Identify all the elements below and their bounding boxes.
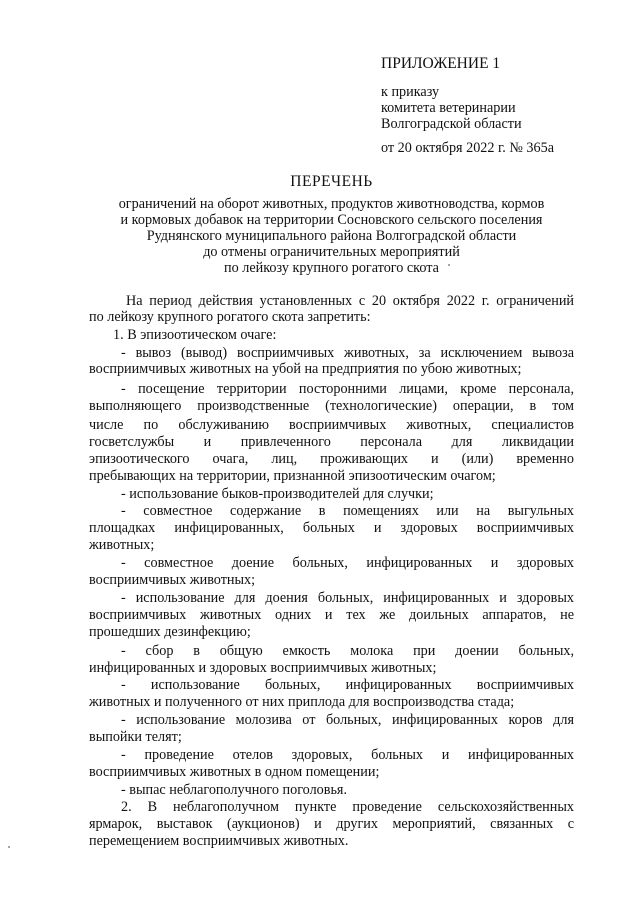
document-title: ПЕРЕЧЕНЬ [290,173,373,190]
appendix-title: ПРИЛОЖЕНИЕ 1 [381,55,501,72]
order-reference: к приказу [381,84,440,100]
subtitle-line: Руднянского муниципального района Волгоградской области [146,228,517,244]
scan-speck [8,846,10,848]
body-line: площадках инфицированных, больных и здоровых восприимчивых [89,520,574,536]
subtitle-line: до отмены ограничительных мероприятий [203,244,460,260]
body-line: инфицированных и здоровых восприимчивых животных; [89,660,437,676]
body-line: числе по обслуживанию восприимчивых животных, специалистов [89,417,574,433]
body-line: выполняющего производственные (технологические) операции, в том [89,398,574,414]
body-line: - проведение отелов здоровых, больных и инфицированных [121,747,574,763]
body-line: восприимчивых животных; [89,572,256,588]
body-line: эпизоотического очага, лиц, проживающих и (или) временно [89,451,574,467]
body-line: госветслужбы и привлеченного персонала для ликвидации [89,434,574,450]
body-line: восприимчивых животных одних и тех же доильных аппаратов, не [89,607,574,623]
committee-name: комитета ветеринарии [381,100,516,116]
body-line: - сбор в общую емкость молока при доении больных, [121,643,574,659]
scan-speck [448,264,450,266]
body-line: пребывающих на территории, признанной эпизоотическим очагом; [89,468,496,484]
body-line: - вывоз (вывод) восприимчивых животных, за исключением вывоза [121,345,574,361]
body-line: по лейкозу крупного рогатого скота запретить: [89,309,371,325]
body-line: выпойки телят; [89,729,182,745]
body-line: - совместное доение больных, инфицированных и здоровых [121,555,574,571]
body-line: животных; [89,537,155,553]
subtitle-line: и кормовых добавок на территории Сосновского сельского поселения [120,212,543,228]
body-line: На период действия установленных с 20 октября 2022 г. ограничений [126,293,574,309]
body-line: 2. В неблагополучном пункте проведение сельскохозяйственных [121,799,574,815]
body-line: 1. В эпизоотическом очаге: [113,327,277,343]
body-line: - использование молозива от больных, инфицированных коров для [121,712,574,728]
body-line: перемещением восприимчивых животных. [89,833,349,849]
body-line: ярмарок, выставок (аукционов) и других мероприятий, связанных с [89,816,574,832]
body-line: - использование для доения больных, инфицированных и здоровых [121,590,574,606]
body-line: - использование быков-производителей для случки; [121,486,434,502]
body-line: прошедших дезинфекцию; [89,624,251,640]
order-date: от 20 октября 2022 г. № 365а [381,140,555,156]
region-name: Волгоградской области [381,116,522,132]
body-line: - использование больных, инфицированных восприимчивых [121,677,574,693]
subtitle-line: ограничений на оборот животных, продуктов животноводства, кормов [118,196,545,212]
subtitle-line: по лейкозу крупного рогатого скота [224,260,439,276]
body-line: - совместное содержание в помещениях или на выгульных [121,503,574,519]
body-line: - посещение территории посторонними лицами, кроме персонала, [121,381,574,397]
body-line: восприимчивых животных на убой на предприятия по убою животных; [89,361,522,377]
body-line: восприимчивых животных в одном помещении; [89,764,380,780]
body-line: животных и полученного от них приплода для воспроизводства стада; [89,694,515,710]
body-line: - выпас неблагополучного поголовья. [121,782,348,798]
